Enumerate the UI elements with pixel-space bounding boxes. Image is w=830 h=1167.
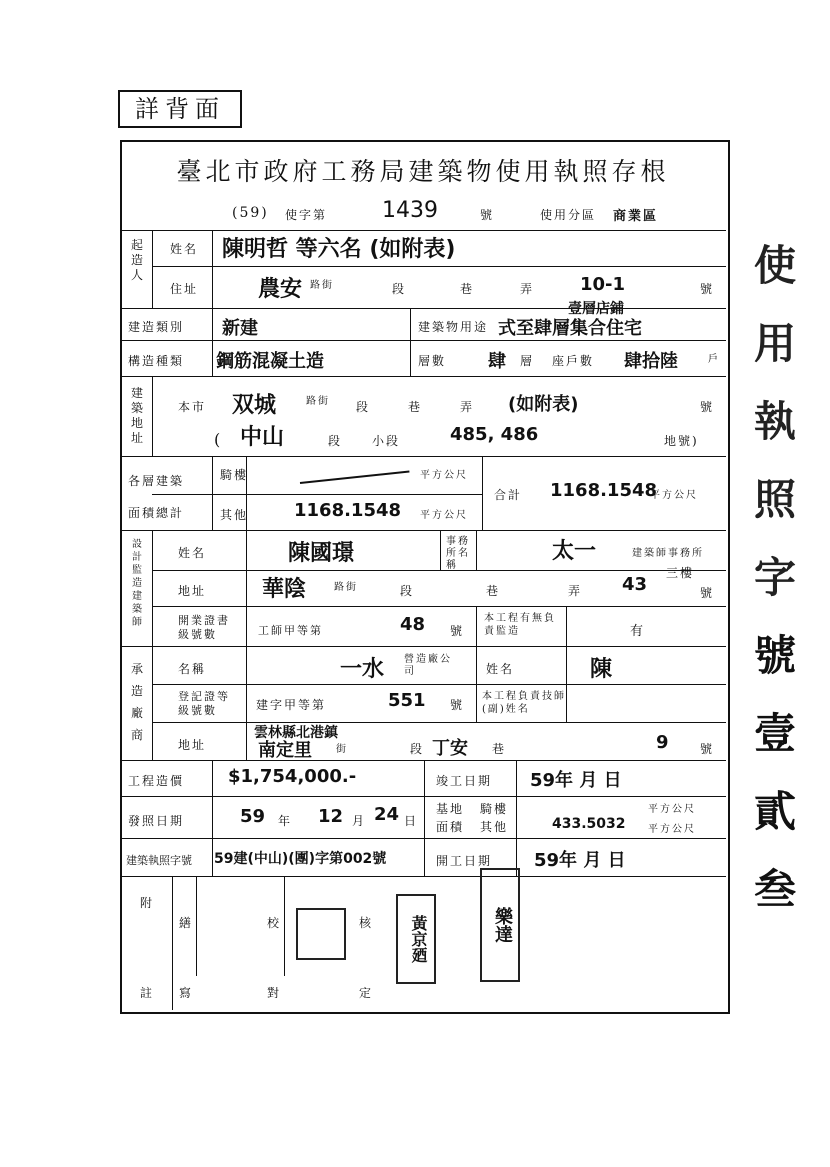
designer-name-value: 陳國璟: [288, 541, 355, 566]
base-arcade-label: 騎樓: [480, 802, 509, 816]
build-type-label: 建造類別: [128, 320, 185, 334]
designer-addr-label: 地址: [178, 584, 207, 598]
row-divider: [120, 796, 726, 797]
site-land-duan: 段: [328, 434, 343, 448]
signature-stamp: 樂達: [480, 868, 520, 982]
office-suffix: 建築師事務所: [632, 548, 704, 559]
contractor-name-label: 名稱: [178, 662, 207, 676]
header-prefix: (59): [232, 205, 269, 221]
base-area-value: 433.5032: [552, 816, 626, 832]
area-label-2: 面積總計: [128, 506, 185, 520]
contractor-addr-duan: 段: [410, 742, 425, 756]
households-value: 肆拾陸: [624, 351, 678, 372]
col-divider: [212, 760, 213, 876]
col-divider: [424, 760, 425, 876]
row-divider: [120, 308, 726, 309]
contractor-section-label: 承造廠商: [130, 662, 143, 742]
issue-ri: 日: [404, 814, 419, 828]
designer-section-label: 設計監造建築師: [132, 539, 142, 628]
notes-fu: 附: [140, 896, 155, 910]
issue-date-label: 發照日期: [128, 814, 185, 828]
applicant-name-value: 陳明哲 等六名 (如附表): [222, 237, 456, 262]
applicant-xiang: 巷: [460, 282, 475, 296]
row-divider: [152, 722, 726, 723]
site-land-area: 中山: [240, 425, 285, 450]
row-divider: [152, 266, 726, 267]
registration-hao: 號: [450, 698, 465, 712]
col-divider: [152, 376, 153, 456]
side-char: 用: [753, 319, 796, 368]
row-divider: [152, 684, 726, 685]
start-date-label: 開工日期: [436, 854, 493, 868]
designer-duan: 段: [400, 584, 415, 598]
issue-year: 59: [240, 806, 266, 827]
col-divider: [172, 876, 173, 1010]
designer-road: 路街: [334, 582, 358, 593]
col-divider: [566, 606, 567, 646]
issue-nian: 年: [278, 814, 293, 828]
total-area-label: 合計: [494, 488, 523, 502]
license-value: 工師甲等第: [258, 624, 323, 637]
other-area-label: 其他: [220, 508, 249, 522]
row-divider: [120, 230, 726, 231]
contractor-addr-hao: 號: [700, 742, 715, 756]
row-divider: [120, 530, 726, 531]
contractor-addr-value: 南定里: [258, 740, 312, 761]
side-char: 照: [753, 475, 796, 524]
approve-label: 核定: [358, 916, 371, 1000]
row-divider: [120, 646, 726, 647]
col-divider: [196, 876, 197, 976]
build-type-value: 新建: [222, 318, 258, 339]
area-label-1: 各層建築: [128, 474, 185, 488]
designer-xiang: 巷: [486, 584, 501, 598]
zone-value: 商業區: [613, 209, 659, 224]
registration-label: 登記證等級號數: [178, 690, 230, 717]
side-char: 執: [753, 397, 796, 446]
detail-back-tab: 詳背面: [118, 90, 242, 128]
site-land-hao: 地號): [664, 434, 699, 448]
applicant-duan: 段: [392, 282, 407, 296]
building-use-extra: 壹層店鋪: [568, 301, 624, 317]
site-section-label: 建築地址: [130, 386, 143, 445]
col-divider: [152, 530, 153, 760]
side-char: 號: [753, 631, 796, 680]
site-xiang: 巷: [408, 400, 423, 414]
building-use-label: 建築物用途: [418, 320, 489, 334]
col-divider: [410, 308, 411, 376]
side-char: 叁: [753, 865, 796, 914]
applicant-hao: 號: [700, 282, 715, 296]
col-divider: [212, 456, 213, 530]
contractor-addr-lane: 丁安: [432, 738, 468, 759]
col-divider: [284, 876, 285, 976]
form-title: 臺北市政府工務局建築物使用執照存根: [176, 157, 670, 186]
applicant-section-label: 起造人: [130, 238, 143, 282]
designer-name-label: 姓名: [178, 546, 207, 560]
building-use-value: 式至肆層集合住宅: [498, 318, 642, 339]
applicant-road: 路街: [310, 280, 334, 291]
arcade-label: 騎樓: [220, 468, 249, 482]
office-value: 太一: [552, 539, 597, 564]
contractor-addr-xiang: 巷: [492, 742, 507, 756]
row-divider: [152, 606, 726, 607]
applicant-name-label: 姓名: [170, 242, 199, 256]
floors-value: 肆: [488, 351, 506, 372]
col-divider: [476, 606, 477, 646]
start-date-value: 59年 月 日: [534, 850, 626, 871]
col-divider: [152, 230, 153, 308]
build-permit-label: 建築執照字號: [126, 854, 192, 867]
cost-label: 工程造價: [128, 774, 185, 788]
supervise-value: 有: [630, 624, 646, 639]
applicant-addr-label: 住址: [170, 282, 199, 296]
designer-hao: 號: [700, 586, 715, 600]
row-divider: [120, 376, 726, 377]
site-road: 路街: [306, 396, 330, 407]
base-label-1: 基地: [436, 802, 465, 816]
contractor-person-label: 姓名: [486, 662, 515, 676]
approver-stamp: 黃京廼: [396, 894, 436, 984]
row-divider: [152, 494, 482, 495]
contractor-person-value: 陳: [590, 657, 613, 682]
permit-number: 1439: [382, 198, 438, 223]
designer-num: 43: [622, 574, 648, 595]
site-nong: 弄: [460, 400, 475, 414]
side-char: 壹: [753, 709, 796, 758]
contractor-addr-label: 地址: [178, 738, 207, 752]
col-divider: [476, 646, 477, 722]
cost-value: $1,754,000.-: [228, 766, 357, 787]
row-divider: [120, 876, 726, 877]
side-char: 貳: [753, 787, 796, 836]
contractor-addr-village: 雲林縣北港鎮: [254, 725, 338, 741]
applicant-addr-value: 農安: [258, 277, 303, 302]
base-other-unit: 平方公尺: [648, 824, 696, 835]
site-land-prefix: (: [214, 430, 223, 449]
households-label: 座戶數: [552, 354, 595, 368]
office-label: 事務所名稱: [446, 536, 470, 571]
applicant-num: 10-1: [580, 274, 626, 295]
col-divider: [440, 530, 441, 570]
notes-zhu: 註: [140, 986, 155, 1000]
supervise-label: 本工程有無負責監造: [484, 613, 556, 637]
site-land-xiaoduan: 小段: [372, 434, 401, 448]
side-char: 字: [753, 553, 796, 602]
engineer-label: 本工程負責技師(副)姓名: [482, 691, 566, 715]
structure-label: 構造種類: [128, 354, 185, 368]
site-city: 本市: [178, 400, 207, 414]
site-duan: 段: [356, 400, 371, 414]
row-divider: [152, 570, 726, 571]
row-divider: [120, 760, 726, 761]
contractor-firm-suffix: 營造廠公司: [404, 654, 452, 677]
row-divider: [120, 456, 726, 457]
contractor-addr-num: 9: [656, 732, 669, 753]
designer-floor-note: 三樓: [666, 566, 695, 580]
license-hao: 號: [450, 624, 465, 638]
check-label: 校對: [266, 916, 279, 1000]
floors-label: 層數: [418, 354, 447, 368]
row-divider: [120, 838, 726, 839]
build-permit-value: 59建(中山)(團)字第002號: [214, 851, 387, 867]
col-divider: [212, 230, 213, 308]
col-divider: [482, 456, 483, 530]
base-arcade-unit: 平方公尺: [648, 804, 696, 815]
license-num: 48: [400, 614, 426, 635]
issue-month: 12: [318, 806, 344, 827]
designer-addr-value: 華陰: [262, 577, 307, 602]
completion-label: 竣工日期: [436, 774, 493, 788]
zone-label: 使用分區: [540, 208, 597, 222]
site-road-value: 双城: [232, 393, 277, 418]
structure-value: 鋼筋混凝土造: [216, 351, 324, 372]
col-divider: [212, 308, 213, 376]
seal-stamp: [296, 908, 346, 960]
site-extra: (如附表): [508, 394, 579, 415]
issue-day: 24: [374, 804, 400, 825]
total-area-value: 1168.1548: [550, 480, 658, 501]
base-other-label: 其他: [480, 820, 509, 834]
col-divider: [566, 646, 567, 722]
compile-label: 繕寫: [178, 916, 191, 1000]
issue-yue: 月: [352, 814, 367, 828]
base-label-2: 面積: [436, 820, 465, 834]
designer-nong: 弄: [568, 584, 583, 598]
arcade-unit: 平方公尺: [420, 470, 468, 481]
row-divider: [120, 340, 726, 341]
completion-value: 59年 月 日: [530, 770, 622, 791]
total-area-unit: 平方公尺: [650, 490, 698, 501]
contractor-addr-jie: 街: [336, 744, 348, 755]
other-area-value: 1168.1548: [294, 500, 402, 521]
applicant-nong: 弄: [520, 282, 535, 296]
header-hao: 號: [480, 208, 495, 222]
site-hao: 號: [700, 400, 715, 414]
col-divider: [516, 760, 517, 876]
floors-ceng: 層: [520, 354, 535, 368]
header-zi-label: 使字第: [285, 208, 328, 222]
license-label: 開業證書級號數: [178, 614, 230, 641]
side-char: 使: [753, 241, 796, 290]
col-divider: [246, 530, 247, 760]
contractor-name-value: 一水: [340, 657, 385, 682]
other-area-unit: 平方公尺: [420, 510, 468, 521]
registration-num: 551: [388, 690, 426, 711]
registration-prefix: 建字甲等第: [256, 698, 327, 712]
site-land-nums: 485, 486: [450, 424, 539, 445]
households-hu: 戶: [708, 354, 720, 365]
col-divider: [476, 530, 477, 570]
